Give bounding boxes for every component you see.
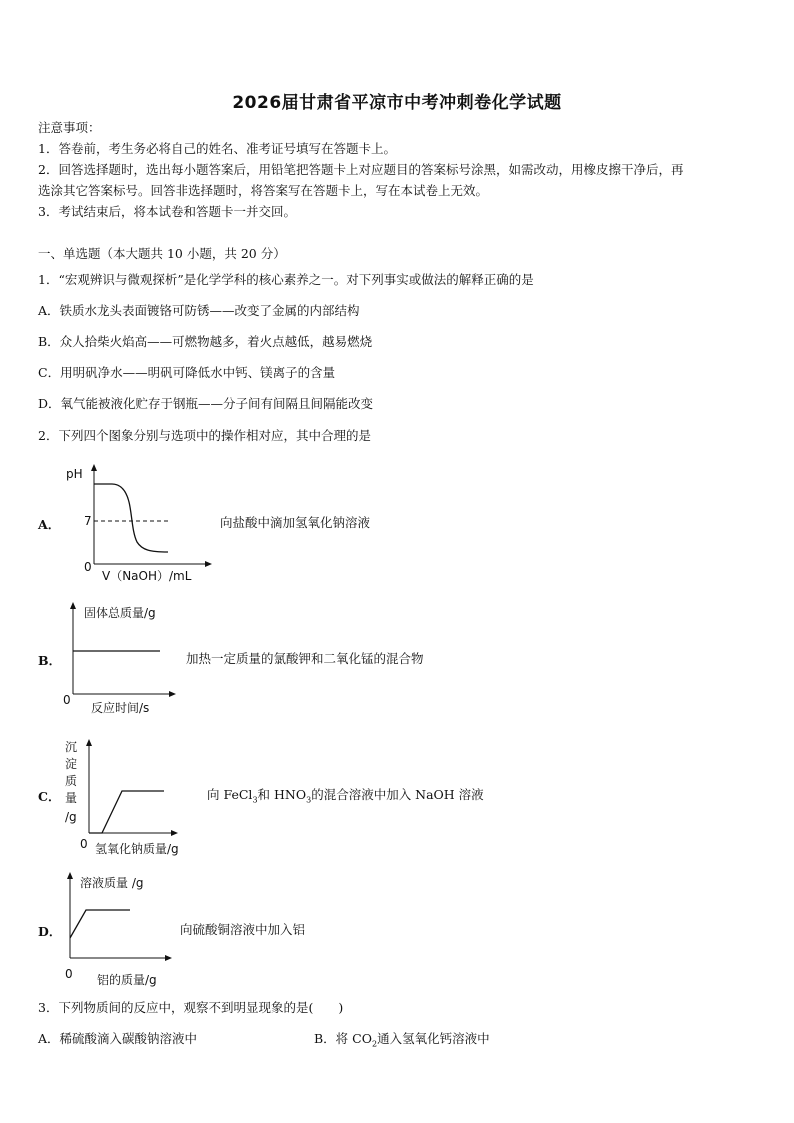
x-axis-label: 氢氧化钠质量/g <box>95 842 179 856</box>
notes-item-2-cont: 选涂其它答案标号。回答非选择题时，将答案写在答题卡上，写在本试卷上无效。 <box>38 183 489 198</box>
q3-stem: 3．下列物质间的反应中，观察不到明显现象的是( ) <box>38 1000 344 1015</box>
x-arrow <box>171 830 178 836</box>
y-label-line-4: 量 <box>65 791 78 805</box>
y-axis-label: pH <box>66 467 83 481</box>
notes-item-2: 2．回答选择题时，选出每小题答案后，用铅笔把答题卡上对应题目的答案标号涂黑，如需改动，用橡皮擦干净后，再 <box>38 162 684 177</box>
y-arrow <box>86 739 92 746</box>
q1-option-b: B．众人拾柴火焰高——可燃物越多，着火点越低，越易燃烧 <box>38 334 373 349</box>
y-label-line-2: 淀 <box>65 757 78 771</box>
q2-a-graph <box>60 460 220 585</box>
q2-c-graph <box>60 735 205 860</box>
q1-stem: 1．“宏观辨识与微观探析”是化学学科的核心素养之一。对下列事实或做法的解释正确的是 <box>38 272 534 287</box>
section-heading: 一、单选题（本大题共 10 小题，共 20 分） <box>38 246 286 261</box>
ph-curve <box>94 484 168 552</box>
q2-a-desc: 向盐酸中滴加氢氧化钠溶液 <box>220 515 371 530</box>
notes-item-3: 3．考试结束后，将本试卷和答题卡一并交回。 <box>38 204 296 219</box>
y-label-line-1: 沉 <box>65 740 78 754</box>
q1-option-c: C．用明矾净水——明矾可降低水中钙、镁离子的含量 <box>38 365 336 380</box>
x-axis-label: 反应时间/s <box>91 701 150 715</box>
solution-mass-line <box>70 910 130 938</box>
y-arrow <box>70 602 76 609</box>
q2-c-desc: 向 FeCl$_3$和 $HNO_3$的混合溶液中加入 NaOH 溶液 <box>207 787 484 805</box>
q2-c-letter: C． <box>38 789 61 804</box>
y-arrow <box>67 872 73 879</box>
origin-label: 0 <box>65 967 73 981</box>
q2-d-graph <box>60 868 180 990</box>
origin-label: 0 <box>63 693 71 707</box>
notes-heading: 注意事项： <box>38 120 101 135</box>
y-tick-7: 7 <box>84 514 92 528</box>
notes-item-1: 1．答卷前，考生务必将自己的姓名、准考证号填写在答题卡上。 <box>38 141 396 156</box>
q2-d-desc: 向硫酸铜溶液中加入铝 <box>180 922 306 937</box>
x-arrow <box>169 691 176 697</box>
origin-label: 0 <box>80 837 88 851</box>
x-axis-label: V（NaOH）/mL <box>102 569 192 583</box>
y-label-line-3: 质 <box>65 774 78 788</box>
y-axis-label: 固体总质量/g <box>84 606 156 620</box>
q1-option-d: D．氧气能被液化贮存于钢瓶——分子间有间隔且间隔能改变 <box>38 396 374 411</box>
q2-a-letter: A． <box>38 517 61 532</box>
q2-b-letter: B． <box>38 653 62 668</box>
origin-label: 0 <box>84 560 92 574</box>
precipitate-line <box>89 791 164 833</box>
y-arrow <box>91 464 97 471</box>
q2-stem: 2．下列四个图象分别与选项中的操作相对应，其中合理的是 <box>38 428 371 443</box>
q3-option-a: A．稀硫酸滴入碳酸钠溶液中 <box>38 1031 198 1046</box>
q2-d-letter: D． <box>38 924 62 939</box>
x-axis-label: 铝的质量/g <box>97 973 157 987</box>
x-arrow <box>165 955 172 961</box>
x-arrow <box>205 561 212 567</box>
q2-b-graph <box>60 598 185 718</box>
q2-b-desc: 加热一定质量的氯酸钾和二氧化锰的混合物 <box>186 651 424 666</box>
y-label-line-5: /g <box>65 810 77 824</box>
page-title: 2026届甘肃省平凉市中考冲刺卷化学试题 <box>232 93 562 113</box>
q3-option-b: B．将 $CO_2$通入氢氧化钙溶液中 <box>314 1031 490 1049</box>
y-axis-label: 溶液质量 /g <box>80 876 144 890</box>
q1-option-a: A．铁质水龙头表面镀铬可防锈——改变了金属的内部结构 <box>38 303 360 318</box>
